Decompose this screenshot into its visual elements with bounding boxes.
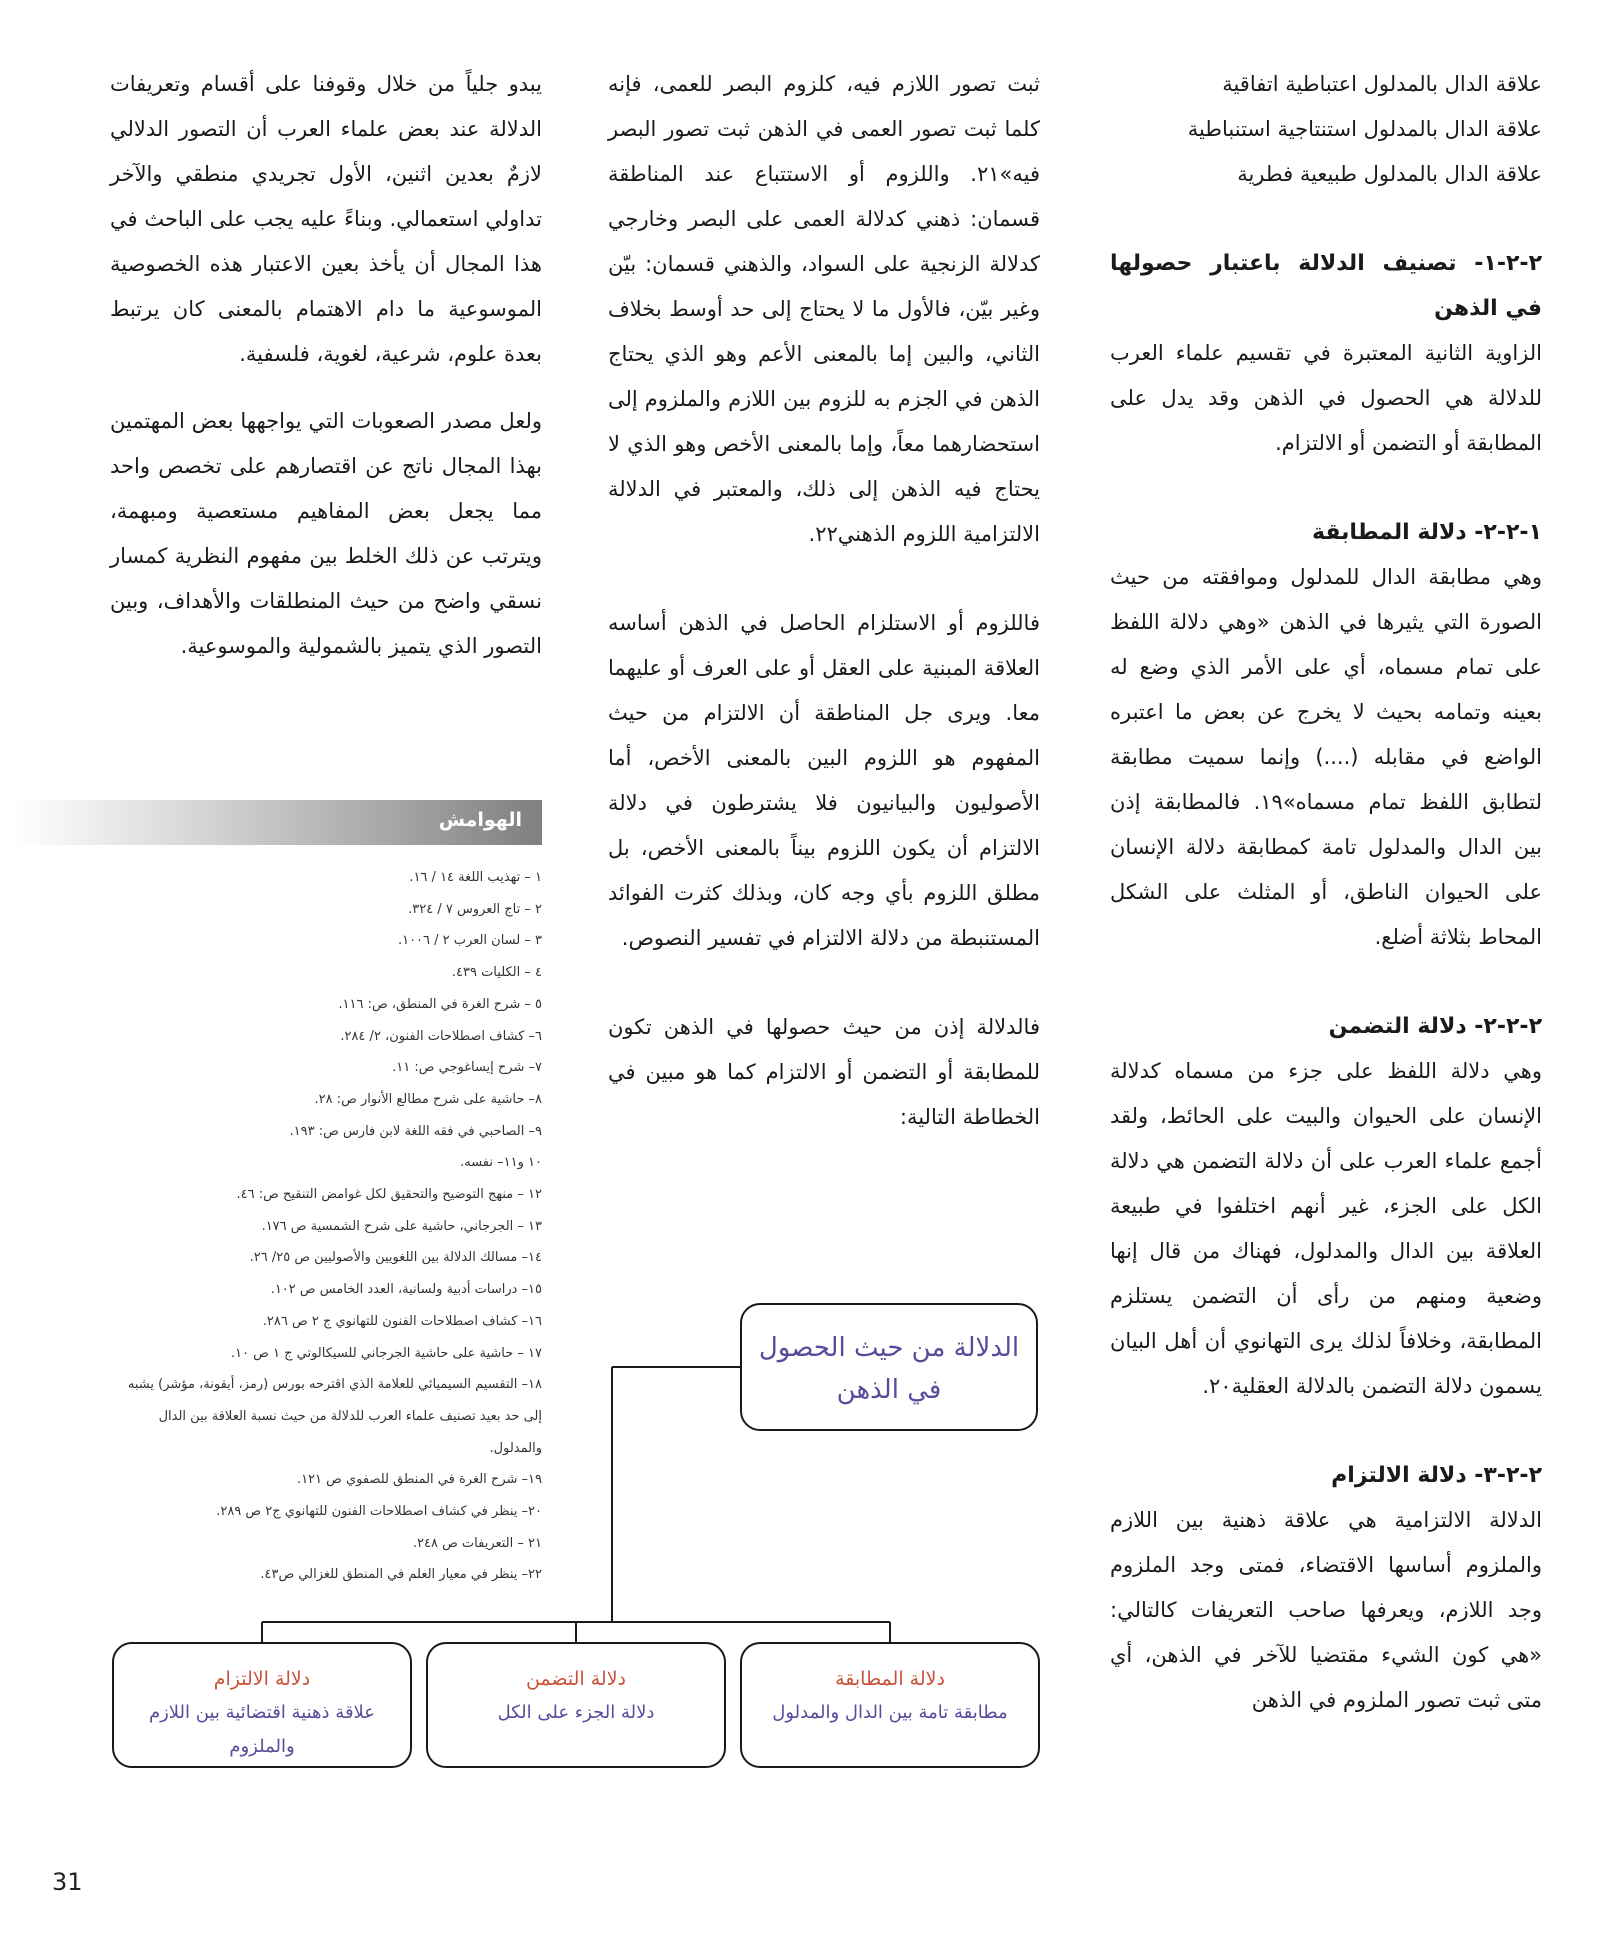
footnote: ٣ – لسان العرب ٢ / ١٠٠٦. xyxy=(397,933,542,949)
footnote: ١٢ – منهج التوضيح والتحقيق لكل غوامض التنقيح ص: ٤٦. xyxy=(236,1187,542,1203)
footnote: ١ – تهذيب اللغة ١٤ / ١٦. xyxy=(409,870,542,885)
diagram-box-tadammun xyxy=(426,1642,726,1768)
diagram-box-iltizam xyxy=(112,1642,412,1768)
paragraph: ثبت تصور اللازم فيه، كلزوم البصر للعمى، فإنه كلما ثبت تصور العمى في الذهن ثبت تصور البصر فيه»٢١. واللزوم أو الاستتباع عند المناطقة قسمان: ذهني كدلالة العمى على البصر وخارجي كدلالة الزنجية على السواد، والذهني قسمان: بيّن وغير بيّن، فالأول ما لا يحتاج إلى حد أوسط بخلاف الثاني، والبين إما بالمعنى الأعم وهو الذي يحتاج الذهن في الجزم به للزوم بين اللازم والملزوم إلى استحضارهما معاً، وإما بالمعنى الأخص وهو الذي لا يحتاج فيه الذهن إلى ذلك، والمعتبر في الدلالة الالتزامية اللزوم الذهني٢٢. xyxy=(608,72,1040,546)
paragraph: ولعل مصدر الصعوبات التي يواجهها بعض المهتمين بهذا المجال ناتج عن اقتصارهم على تخصص واحد مما يجعل بعض المفاهيم مستعصية ومبهمة، ويترتب عن ذلك الخلط بين مفهوم النظرية كمسار نسقي واضح من حيث المنطلقات والأهداف، وبين التصور الذي يتميز بالشمولية والموسوعية. xyxy=(110,409,542,658)
footnote: ١٣ – الجرجاني، حاشية على شرح الشمسية ص ١٧٦. xyxy=(261,1218,542,1234)
text-column-left xyxy=(110,62,542,669)
footnote: ٢٠– ينظر في كشاف اصطلاحات الفنون للتهانوي ج٢ ص ٢٨٩. xyxy=(216,1504,542,1520)
paragraph: فاللزوم أو الاستلزام الحاصل في الذهن أساسه العلاقة المبنية على العقل أو على العرف أو عليهما معا. ويرى جل المناطقة أن الالتزام من حيث المفهوم هو اللزوم البين بالمعنى الأخص، أما الأصوليون والبيانيون فلا يشترطون في دلالة الالتزام أن يكون اللزوم بيناً بالمعنى الأخص، بل مطلق اللزوم بأي وجه كان، وبذلك كثرت الفوائد المستنبطة من دلالة الالتزام في تفسير النصوص. xyxy=(608,611,1040,950)
diagram-box-mutabaqa xyxy=(740,1642,1040,1768)
diagram-box-desc: دلالة الجزء على الكل xyxy=(497,1702,655,1723)
footnote: ٨– حاشية على شرح مطالع الأنوار ص: ٢٨. xyxy=(314,1091,542,1107)
page-number: 31 xyxy=(52,1868,83,1896)
footnote: ١٨– التقسيم السيميائي للعلامة الذي اقترحه بورس (رمز، أيقونة، مؤشر) يشبه إلى حد بعيد تصنيف علماء العرب للدلالة من حيث نسبة العلاقة بين الدال والمدلول. xyxy=(127,1377,542,1456)
text-column-right xyxy=(1110,62,1542,1723)
footnote: ٤ – الكليات ٤٣٩. xyxy=(451,965,542,981)
diagram-box-desc: علاقة ذهنية اقتضائية بين اللازم والملزوم xyxy=(148,1702,376,1757)
diagram-root-label: الدلالة من حيث الحصول في الذهن xyxy=(758,1333,1020,1405)
footnotes-title: الهوامش xyxy=(438,809,522,831)
footnote: ٢٢– ينظر في معيار العلم في المنطق للغزالي ص٤٣. xyxy=(260,1567,542,1583)
footnote: ٢ – تاج العروس ٧ / ٣٢٤. xyxy=(408,901,542,917)
paragraph: الزاوية الثانية المعتبرة في تقسيم علماء العرب للدلالة هي الحصول في الذهن وقد يدل على المطابقة أو التضمن أو الالتزام. xyxy=(1110,341,1542,455)
paragraph: يبدو جلياً من خلال وقوفنا على أقسام وتعريفات الدلالة عند بعض علماء العرب أن التصور الدلالي لازمٌ بعدين اثنين، الأول تجريدي منطقي والآخر تداولي استعمالي. وبناءً عليه يجب على الباحث في هذا المجال أن يأخذ بعين الاعتبار هذه الخصوصية الموسوعية ما دام الاهتمام بالمعنى كان يرتبط بعدة علوم، شرعية، لغوية، فلسفية. xyxy=(110,72,542,366)
footnote: ١٥– دراسات أدبية ولسانية، العدد الخامس ص ١٠٢. xyxy=(270,1282,542,1298)
paragraph: الدلالة الالتزامية هي علاقة ذهنية بين اللازم والملزوم أساسها الاقتضاء، فمتى وجد الملزوم وجد اللازم، ويعرفها صاحب التعريفات كالتالي: «هي كون الشيء مقتضيا للآخر في الذهن، أي متى ثبت تصور الملزوم في الذهن xyxy=(1110,1508,1542,1712)
section-heading: ١-٢-٢- دلالة المطابقة xyxy=(1312,520,1542,545)
footnote: ٢١ – التعريفات ص ٢٤٨. xyxy=(412,1535,542,1551)
paragraph: وهي مطابقة الدال للمدلول وموافقته من حيث الصورة التي يثيرها في الذهن «وهي دلالة اللفظ على تمام مسماه، أي على الأمر الذي وضع له بعينه وتمامه بحيث لا يخرج عن بعض ما اعتبره الواضع في مقابله (....) وإنما سميت مطابقة لتطابق اللفظ تمام مسماه»١٩. فالمطابقة إذن بين الدال والمدلول تامة كمطابقة دلالة الإنسان على الحيوان الناطق، أو المثلث على الشكل المحاط بثلاثة أضلع. xyxy=(1110,565,1542,949)
section-heading: ٢-٢-٣- دلالة الالتزام xyxy=(1331,1463,1542,1488)
footnote: ١٤– مسالك الدلالة بين اللغويين والأصوليين ص ٢٥/ ٢٦. xyxy=(249,1250,542,1266)
diagram-box-title: دلالة المطابقة xyxy=(835,1668,945,1690)
diagram-box-desc: مطابقة تامة بين الدال والمدلول xyxy=(772,1702,1008,1723)
footnote: ١٧ – حاشية على حاشية الجرجاني للسيكالوتي ج ١ ص ١٠. xyxy=(230,1345,542,1361)
intro-line: علاقة الدال بالمدلول طبيعية فطرية xyxy=(1237,162,1542,186)
footnote: ١٦– كشاف اصطلاحات الفنون للتهانوي ج ٢ ص ٢٨٦. xyxy=(262,1313,542,1329)
footnotes-header xyxy=(12,800,542,845)
section-heading: ٢-٢-١- تصنيف الدلالة باعتبار حصولها في الذهن xyxy=(1110,251,1542,321)
diagram-root-box xyxy=(740,1303,1038,1431)
footnote: ٩– الصاحبي في فقه اللغة لابن فارس ص: ١٩٣. xyxy=(289,1123,542,1139)
footnote: ١٠ و١١– نفسه. xyxy=(460,1155,542,1171)
text-column-middle xyxy=(608,62,1040,1140)
footnote: ٧– شرح إيساغوجي ص: ١١. xyxy=(392,1060,542,1076)
footnote: ٦– كشاف اصطلاحات الفنون، ٢/ ٢٨٤. xyxy=(340,1028,542,1044)
paragraph: وهي دلالة اللفظ على جزء من مسماه كدلالة الإنسان على الحيوان والبيت على الحائط، ولقد أجمع علماء العرب على أن دلالة التضمن هي دلالة الكل على الجزء، غير أنهم اختلفوا في طبيعة العلاقة بين الدال والمدلول، فهناك من قال إنها وضعية ومنهم من رأى أن التضمن يستلزم المطابقة، وخلافاً لذلك يرى التهانوي أن أهل البيان يسمون دلالة التضمن بالدلالة العقلية٢٠. xyxy=(1110,1059,1542,1398)
section-heading: ٢-٢-٢- دلالة التضمن xyxy=(1328,1014,1542,1039)
intro-line: علاقة الدال بالمدلول استنتاجية استنباطية xyxy=(1187,117,1542,141)
footnote: ٥ – شرح الغرة في المنطق، ص: ١١٦. xyxy=(338,996,542,1012)
intro-line: علاقة الدال بالمدلول اعتباطية اتفاقية xyxy=(1222,72,1542,96)
diagram-box-title: دلالة الالتزام xyxy=(213,1668,311,1690)
diagram-box-title: دلالة التضمن xyxy=(525,1668,627,1690)
footnotes-list xyxy=(110,862,542,1591)
footnote: ١٩– شرح الغرة في المنطق للصفوي ص ١٢١. xyxy=(296,1472,542,1488)
paragraph: فالدلالة إذن من حيث حصولها في الذهن تكون للمطابقة أو التضمن أو الالتزام كما هو مبين في الخطاطة التالية: xyxy=(608,1015,1040,1129)
